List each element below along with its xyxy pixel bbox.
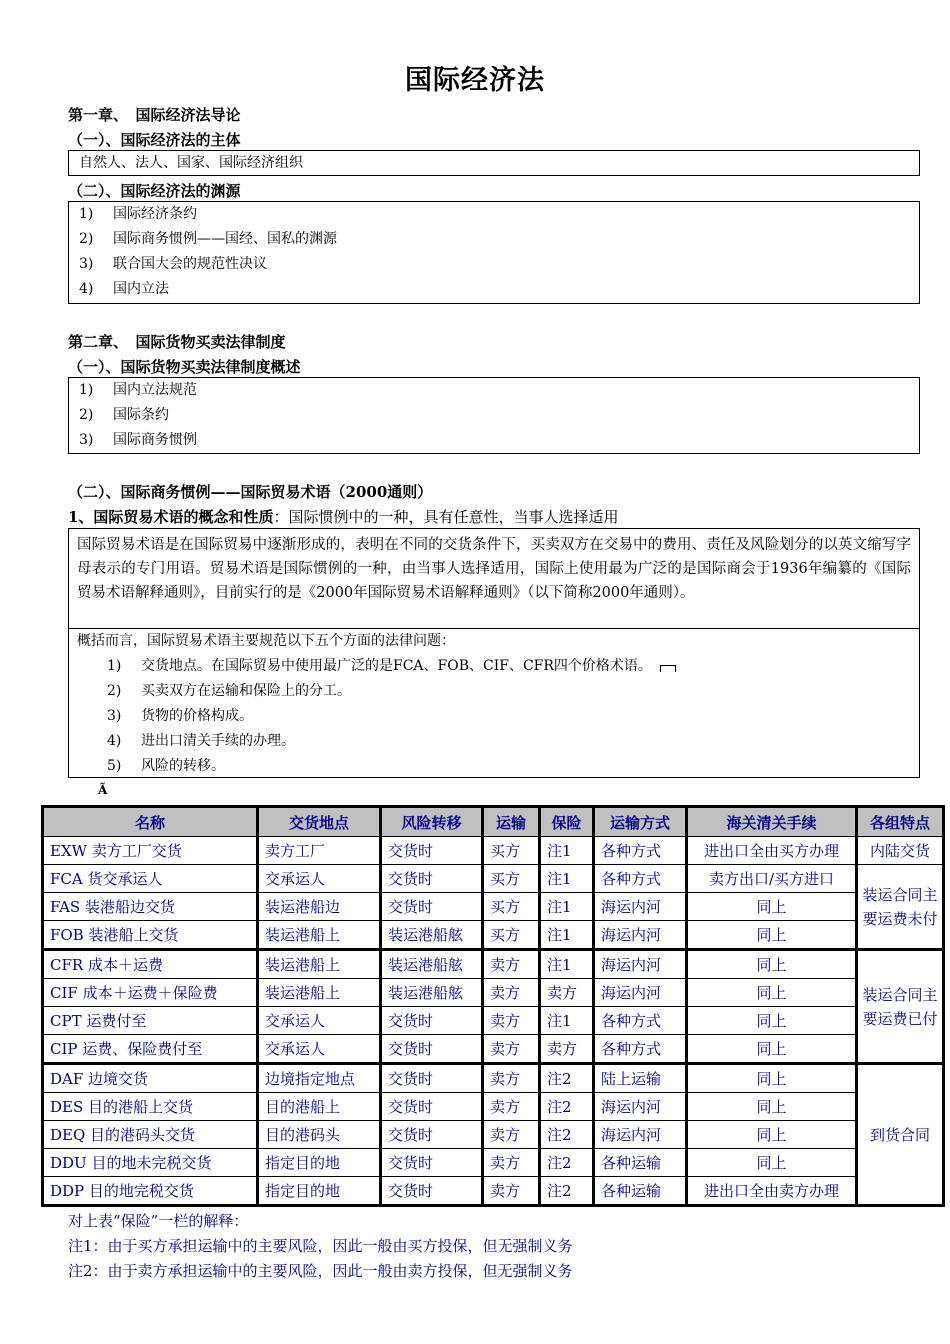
table-cell: 卖方工厂 [258,837,381,865]
column-header: 交货地点 [258,807,381,837]
table-cell: CIF 成本＋运费＋保险费 [43,979,258,1007]
table-cell: 交货时 [381,865,483,893]
column-header: 各组特点 [857,807,944,837]
table-cell: 交货时 [381,1149,483,1177]
table-cell: 装运港船舷 [381,979,483,1007]
table-cell: 边境指定地点 [258,1064,381,1093]
table-cell: FAS 装港船边交货 [43,893,258,921]
list-item: 4) 国内立法 [79,281,169,297]
table-cell: 注2 [540,1177,594,1206]
table-cell: 指定目的地 [258,1149,381,1177]
table-cell: 进出口全由卖方办理 [687,1177,857,1206]
table-row [43,1121,944,1149]
table-cell: DDP 目的地完税交货 [43,1177,258,1206]
table-cell: 交货时 [381,1064,483,1093]
anchor-mark-icon [660,665,676,672]
column-header: 运输 [483,807,540,837]
list-item: 2) 买卖双方在运输和保险上的分工。 [107,683,351,699]
table-cell: DES 目的港船上交货 [43,1093,258,1121]
table-cell: CFR 成本＋运费 [43,950,258,979]
list-item: 3) 国际商务惯例 [79,432,197,448]
table-row [43,893,944,921]
table-cell: 注2 [540,1121,594,1149]
list-item: 3) 联合国大会的规范性决议 [79,256,267,272]
table-cell: 注1 [540,865,594,893]
table-row [43,921,944,950]
table-row [43,1149,944,1177]
table-cell: 装运港船舷 [381,921,483,950]
list-item: 3) 货物的价格构成。 [107,708,253,724]
table-cell: 各种运输 [594,1149,687,1177]
table-cell: 同上 [687,1149,857,1177]
table-cell: 买方 [483,837,540,865]
table-cell: 同上 [687,1064,857,1093]
table-cell: 注2 [540,1093,594,1121]
table-cell: 同上 [687,1093,857,1121]
table-cell: CIP 运费、保险费付至 [43,1035,258,1064]
section-overview-heading: （一）、国际货物买卖法律制度概述 [68,358,301,376]
table-cell: 各种运输 [594,1177,687,1206]
section-incoterms-heading: （二）、国际商务惯例——国际贸易术语（2000通则） [68,483,433,501]
overview-box [68,377,920,454]
concept-label: 1、国际贸易术语的概念和性质 [68,508,274,526]
table-cell: 装运港船上 [258,921,381,950]
table-row [43,979,944,1007]
table-cell: 卖方 [483,979,540,1007]
table-row [43,837,944,865]
table-cell: 同上 [687,1007,857,1035]
table-cell: 交承运人 [258,865,381,893]
table-cell: 各种方式 [594,1007,687,1035]
table-cell: 注1 [540,950,594,979]
table-cell: 注1 [540,921,594,950]
table-cell: 陆上运输 [594,1064,687,1093]
group-cell: 装运合同主要运费已付 [857,950,944,1064]
table-cell: 交货时 [381,837,483,865]
table-cell: 指定目的地 [258,1177,381,1206]
table-cell: 装运港船边 [258,893,381,921]
table-cell: 目的港码头 [258,1121,381,1149]
table-cell: 交承运人 [258,1007,381,1035]
table-cell: 同上 [687,921,857,950]
list-item: 1) 国内立法规范 [79,382,197,398]
table-cell: 卖方 [483,1064,540,1093]
table-cell: 同上 [687,1035,857,1064]
column-header: 海关清关手续 [687,807,857,837]
table-cell: 目的港船上 [258,1093,381,1121]
sources-box [68,201,920,304]
table-cell: DDU 目的地未完税交货 [43,1149,258,1177]
chapter-2-heading: 第二章、 国际货物买卖法律制度 [68,333,286,351]
column-header: 风险转移 [381,807,483,837]
table-cell: 海运内河 [594,1121,687,1149]
table-cell: FCA 货交承运人 [43,865,258,893]
group-cell: 装运合同主要运费未付 [857,865,944,950]
concept-line [68,506,618,527]
table-cell: 卖方 [483,1149,540,1177]
table-cell: 各种方式 [594,865,687,893]
table-cell: 交货时 [381,893,483,921]
table-cell: 注1 [540,893,594,921]
table-cell: 卖方 [540,979,594,1007]
section-subjects-heading: （一）、国际经济法的主体 [68,131,241,149]
table-row [43,1177,944,1206]
table-cell: 注1 [540,837,594,865]
table-cell: 装运港船舷 [381,950,483,979]
table-cell: 交承运人 [258,1035,381,1064]
table-cell: 注2 [540,1149,594,1177]
list-item: 2) 国际条约 [79,407,169,423]
table-cell: CPT 运费付至 [43,1007,258,1035]
note-2: 注2：由于卖方承担运输中的主要风险，因此一般由卖方投保，但无强制义务 [68,1262,573,1280]
table-row [43,1064,944,1093]
table-cell: 卖方 [483,1121,540,1149]
definition-text: 国际贸易术语是在国际贸易中逐渐形成的，表明在不同的交货条件下，买卖双方在交易中的费用、责任及风险划分的以英文缩写字母表示的专门用语。贸易术语是国际惯例的一种，由当事人选择适用，国际上使用最为广泛的是国际商会于1936年编纂的《国际贸易术语解释通则》，目前实行的是《2000年国际贸易术语解释通则》（以下简称2000年通则）。 [77,537,911,601]
table-cell: 海运内河 [594,921,687,950]
table-cell: 装运港船上 [258,950,381,979]
list-item: 4) 进出口清关手续的办理。 [107,733,295,749]
column-header: 名称 [43,807,258,837]
table-cell: 同上 [687,893,857,921]
table-row [43,865,944,893]
table-cell: 装运港船上 [258,979,381,1007]
table-header-row [43,807,944,837]
table-row [43,1007,944,1035]
table-cell: EXW 卖方工厂交货 [43,837,258,865]
table-cell: 海运内河 [594,950,687,979]
incoterms-table [41,805,945,1207]
table-cell: 海运内河 [594,1093,687,1121]
note-1: 注1：由于买方承担运输中的主要风险，因此一般由买方投保，但无强制义务 [68,1237,573,1255]
table-cell: 买方 [483,893,540,921]
table-cell: 注2 [540,1064,594,1093]
document-title: 国际经济法 [405,65,545,96]
notes-intro: 对上表“保险”一栏的解释： [68,1212,249,1230]
table-cell: DEQ 目的港码头交货 [43,1121,258,1149]
subjects-box [68,150,920,176]
table-cell: 同上 [687,1121,857,1149]
table-cell: 交货时 [381,1093,483,1121]
table-cell: 卖方 [483,1177,540,1206]
table-cell: 卖方 [483,1093,540,1121]
table-cell: 海运内河 [594,893,687,921]
table-cell: 进出口全由买方办理 [687,837,857,865]
table-cell: 卖方 [483,1007,540,1035]
list-item: 2) 国际商务惯例——国经、国私的渊源 [79,231,337,247]
definition-box [68,528,920,629]
object-marker: Ã [98,783,108,797]
table-cell: 同上 [687,979,857,1007]
table-row [43,1035,944,1064]
group-cell: 内陆交货 [857,837,944,865]
table-cell: 卖方出口/买方进口 [687,865,857,893]
table-cell: 同上 [687,950,857,979]
table-cell: 海运内河 [594,979,687,1007]
table-cell: 各种方式 [594,837,687,865]
table-cell: 各种方式 [594,1035,687,1064]
table-cell: 交货时 [381,1035,483,1064]
table-cell: 卖方 [540,1035,594,1064]
summary-box [68,628,920,778]
table-cell: 买方 [483,865,540,893]
group-cell: 到货合同 [857,1064,944,1206]
section-sources-heading: （二）、国际经济法的渊源 [68,182,241,200]
concept-text: ：国际惯例中的一种，具有任意性，当事人选择适用 [273,508,619,526]
column-header: 运输方式 [594,807,687,837]
chapter-1-heading: 第一章、 国际经济法导论 [68,106,241,124]
subjects-text: 自然人、法人、国家、国际经济组织 [79,155,303,171]
table-cell: 交货时 [381,1007,483,1035]
table-cell: DAF 边境交货 [43,1064,258,1093]
summary-intro: 概括而言，国际贸易术语主要规范以下五个方面的法律问题： [77,633,455,649]
column-header: 保险 [540,807,594,837]
table-row [43,950,944,979]
table-row [43,1093,944,1121]
table-cell: 卖方 [483,1035,540,1064]
table-cell: 买方 [483,921,540,950]
table-cell: 交货时 [381,1177,483,1206]
list-item: 1) 国际经济条约 [79,206,197,222]
list-item: 5) 风险的转移。 [107,758,225,774]
table-cell: 交货时 [381,1121,483,1149]
table-cell: FOB 装港船上交货 [43,921,258,950]
list-item: 1) 交货地点。在国际贸易中使用最广泛的是FCA、FOB、CIF、CFR四个价格术语。 [69,654,919,679]
table-cell: 卖方 [483,950,540,979]
table-cell: 注1 [540,1007,594,1035]
